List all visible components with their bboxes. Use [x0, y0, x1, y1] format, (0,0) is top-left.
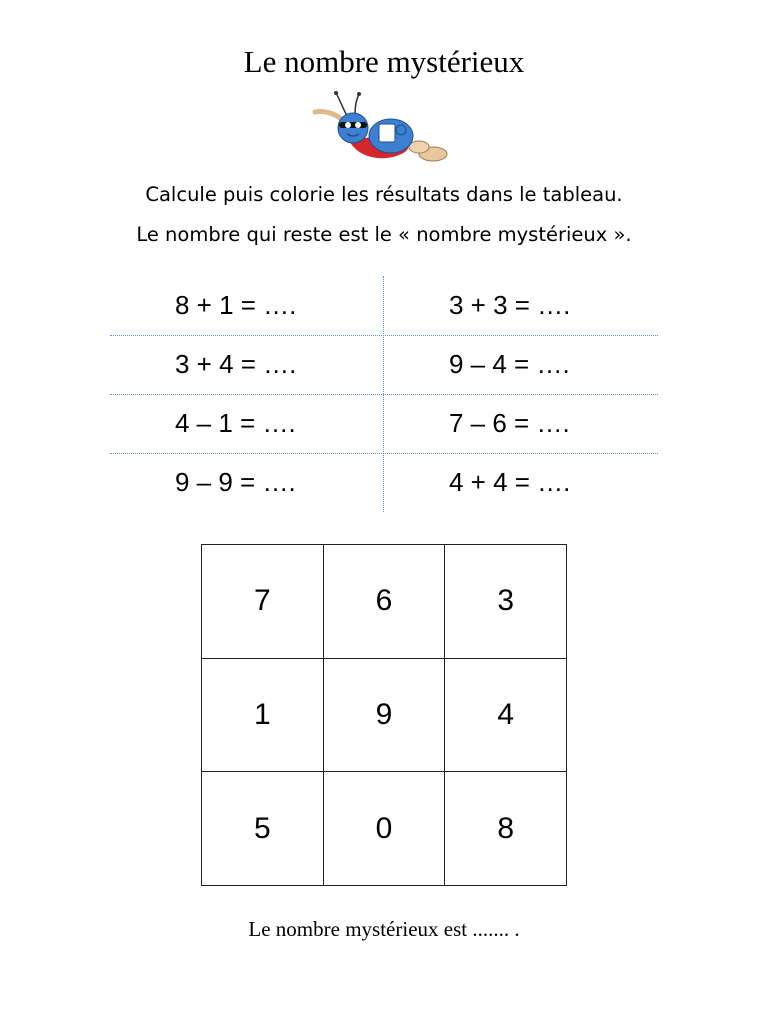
operation-left-3: 4 – 1 = ….: [175, 408, 296, 438]
instruction-line-1: Calcule puis colorie les résultats dans le tableau.: [145, 183, 623, 206]
ladybug-mascot-illustration: [309, 88, 459, 168]
grid-cell[interactable]: 6: [323, 545, 445, 659]
grid-row: [202, 658, 567, 772]
grid-cell[interactable]: 1: [202, 658, 324, 772]
operation-right-1: 3 + 3 = ….: [449, 290, 571, 320]
page-title: Le nombre mystérieux: [243, 44, 525, 79]
answer-line: Le nombre mystérieux est ....... .: [248, 917, 520, 941]
operation-left-2: 3 + 4 = ….: [175, 349, 297, 379]
operation-right-2: 9 – 4 = ….: [449, 349, 570, 379]
grid-cell[interactable]: 5: [202, 772, 324, 886]
grid-row: [202, 772, 567, 886]
grid-cell[interactable]: 4: [445, 658, 567, 772]
operations-table: [110, 276, 658, 512]
grid-cell[interactable]: 7: [202, 545, 324, 659]
operation-right-4: 4 + 4 = ….: [449, 467, 571, 497]
operation-left-1: 8 + 1 = ….: [175, 290, 297, 320]
operation-right-3: 7 – 6 = ….: [449, 408, 570, 438]
grid-cell[interactable]: 9: [323, 658, 445, 772]
grid-row: [202, 545, 567, 659]
number-grid: [201, 544, 567, 886]
grid-cell[interactable]: 0: [323, 772, 445, 886]
instruction-line-2: Le nombre qui reste est le « nombre mystérieux ».: [136, 223, 632, 246]
grid-cell[interactable]: 8: [445, 772, 567, 886]
grid-cell[interactable]: 3: [445, 545, 567, 659]
operation-left-4: 9 – 9 = ….: [175, 467, 296, 497]
